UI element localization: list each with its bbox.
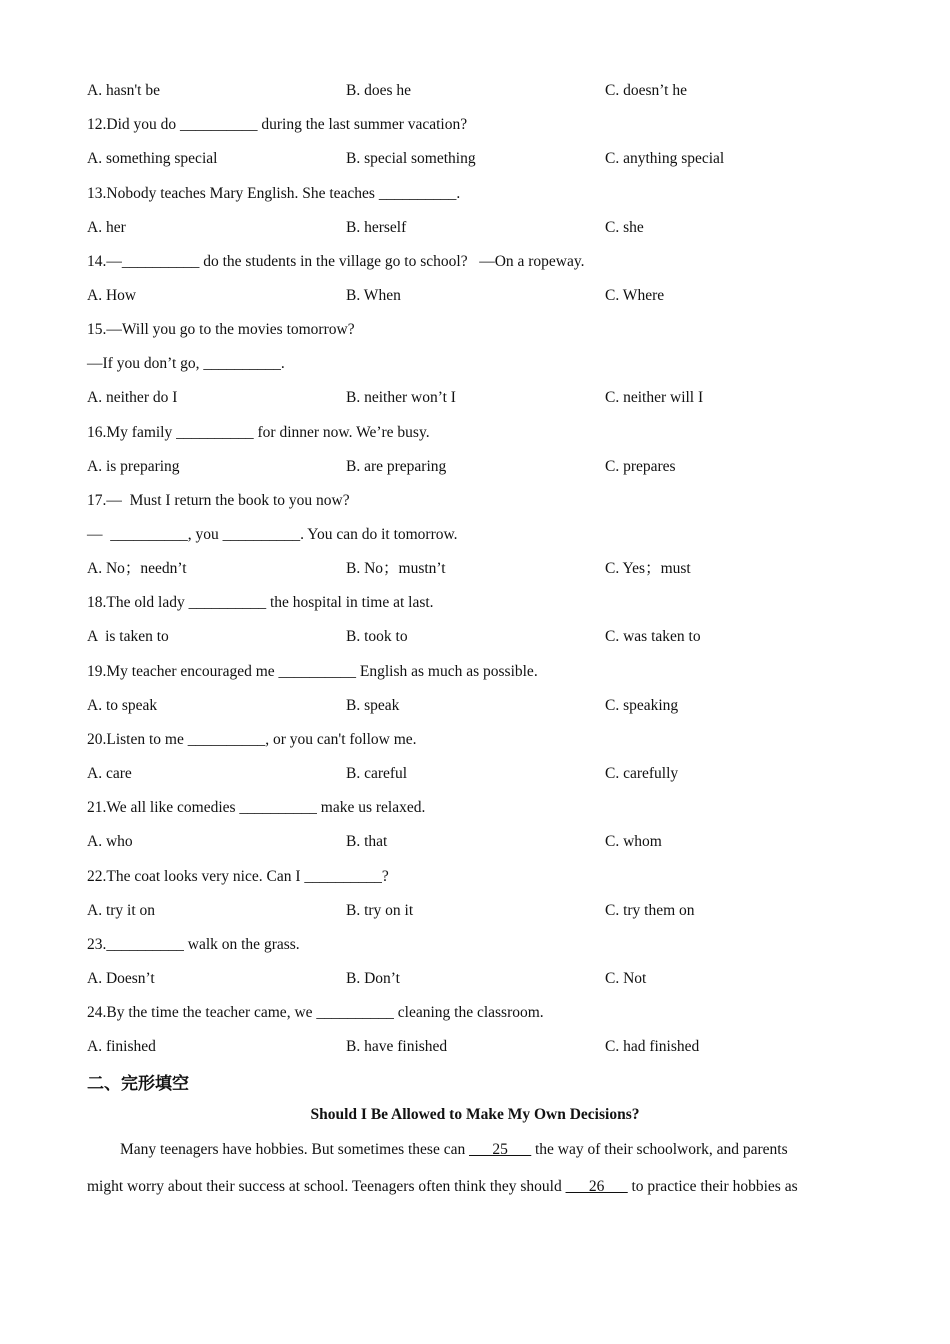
q15-stem-2: —If you don’t go, __________.	[87, 355, 285, 372]
q21-option-c: C. whom	[605, 833, 662, 850]
q21-option-b: B. that	[346, 833, 388, 850]
q16-option-c: C. prepares	[605, 458, 676, 475]
passage-text: to practice their hobbies as	[627, 1178, 798, 1195]
q21-option-a: A. who	[87, 833, 133, 850]
q11-option-b: B. does he	[346, 82, 412, 99]
q17-option-c: C. Yes；must	[605, 560, 691, 577]
q15-option-c: C. neither will I	[605, 389, 704, 406]
q23-stem: 23.__________ walk on the grass.	[87, 936, 300, 953]
q22-option-b: B. try on it	[346, 902, 414, 919]
q19-option-b: B. speak	[346, 697, 400, 714]
passage-text: Many teenagers have hobbies. But sometimes these can	[120, 1141, 470, 1158]
q15-option-b: B. neither won’t I	[346, 389, 456, 406]
q13-option-c: C. she	[605, 219, 644, 236]
q17-option-a: A. No；needn’t	[87, 560, 187, 577]
q15-option-a: A. neither do I	[87, 389, 178, 406]
cloze-blank-25: ___25___	[469, 1141, 532, 1158]
q18-stem: 18.The old lady __________ the hospital in time at last.	[87, 594, 434, 611]
q13-option-a: A. her	[87, 219, 126, 236]
q23-option-a: A. Doesn’t	[87, 970, 155, 987]
cloze-blank-26: ___26___	[565, 1178, 628, 1195]
q24-option-a: A. finished	[87, 1038, 156, 1055]
q24-option-c: C. had finished	[605, 1038, 700, 1055]
passage-text: the way of their schoolwork, and parents	[531, 1141, 788, 1158]
q21-stem: 21.We all like comedies __________ make us relaxed.	[87, 799, 426, 816]
passage-line-1	[120, 1140, 788, 1160]
q11-option-a: A. hasn't be	[87, 82, 160, 99]
q12-stem: 12.Did you do __________ during the last summer vacation?	[87, 116, 468, 133]
q16-option-b: B. are preparing	[346, 458, 447, 475]
q20-stem: 20.Listen to me __________, or you can't follow me.	[87, 731, 417, 748]
q12-option-a: A. something special	[87, 150, 218, 167]
q20-option-c: C. carefully	[605, 765, 679, 782]
q12-option-b: B. special something	[346, 150, 476, 167]
q14-option-b: B. When	[346, 287, 401, 304]
q20-option-a: A. care	[87, 765, 132, 782]
q16-option-a: A. is preparing	[87, 458, 180, 475]
passage-line-2	[87, 1177, 798, 1197]
q17-option-b: B. No；mustn’t	[346, 560, 446, 577]
q14-option-c: C. Where	[605, 287, 665, 304]
q18-option-a: A is taken to	[87, 628, 169, 645]
passage-title: Should I Be Allowed to Make My Own Decisions?	[310, 1106, 640, 1123]
passage-text: might worry about their success at school. Teenagers often think they should	[87, 1178, 566, 1195]
q18-option-c: C. was taken to	[605, 628, 701, 645]
q22-stem: 22.The coat looks very nice. Can I __________?	[87, 868, 389, 885]
q16-stem: 16.My family __________ for dinner now. We’re busy.	[87, 424, 430, 441]
q24-option-b: B. have finished	[346, 1038, 448, 1055]
q13-option-b: B. herself	[346, 219, 407, 236]
q18-option-b: B. took to	[346, 628, 408, 645]
q14-option-a: A. How	[87, 287, 137, 304]
q14-stem: 14.—__________ do the students in the village go to school? —On a ropeway.	[87, 253, 585, 270]
section-heading: 二、完形填空	[87, 1074, 189, 1094]
q19-stem: 19.My teacher encouraged me __________ English as much as possible.	[87, 663, 538, 680]
q15-stem: 15.—Will you go to the movies tomorrow?	[87, 321, 355, 338]
q17-stem: 17.— Must I return the book to you now?	[87, 492, 350, 509]
q13-stem: 13.Nobody teaches Mary English. She teaches __________.	[87, 185, 461, 202]
q20-option-b: B. careful	[346, 765, 408, 782]
q23-option-b: B. Don’t	[346, 970, 400, 987]
q22-option-c: C. try them on	[605, 902, 695, 919]
q24-stem: 24.By the time the teacher came, we __________ cleaning the classroom.	[87, 1004, 544, 1021]
q19-option-c: C. speaking	[605, 697, 679, 714]
q19-option-a: A. to speak	[87, 697, 158, 714]
q17-stem-2: — __________, you __________. You can do it tomorrow.	[87, 526, 458, 543]
q22-option-a: A. try it on	[87, 902, 156, 919]
q11-option-c: C. doesn’t he	[605, 82, 687, 99]
q23-option-c: C. Not	[605, 970, 647, 987]
q12-option-c: C. anything special	[605, 150, 725, 167]
